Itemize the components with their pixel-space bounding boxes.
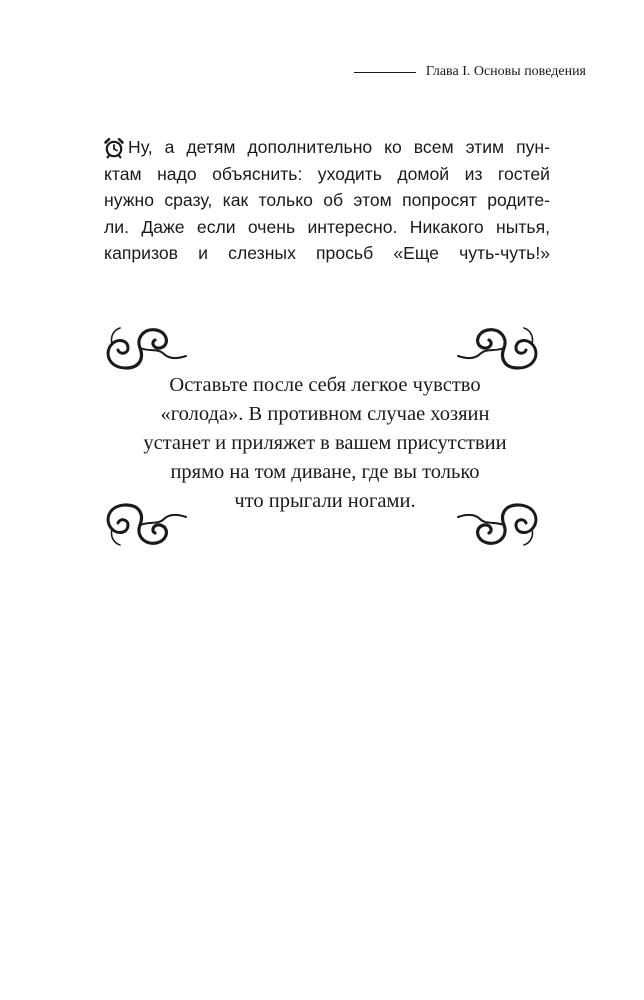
callout-quote [110,371,540,516]
alarm-clock-icon [102,136,126,160]
quote-line-4: прямо на том диване, где вы только [170,461,480,483]
running-header [354,64,586,80]
body-line-5: капризов и слезных просьб «Еще чуть-чуть!» [104,243,550,263]
body-paragraph [104,134,550,267]
flourish-ornament-icon [100,318,190,376]
quote-line-2: «голода». В противном случае хозяин [160,403,490,425]
flourish-ornament-icon [454,318,544,376]
header-rule [354,72,416,73]
body-line-1: Ну, а детям дополнительно ко всем этим пун- [128,137,550,157]
quote-line-3: устанет и приляжет в вашем присутствии [143,432,507,454]
flourish-ornament-icon [454,497,544,555]
running-title: Глава I. Основы поведения [425,64,586,79]
flourish-ornament-icon [100,497,190,555]
body-line-3: нужно сразу, как только об этом попросят родите- [104,190,550,210]
quote-line-5: что прыгали ногами. [234,490,416,512]
body-line-2: ктам надо объяснить: уходить домой из гостей [104,163,550,184]
body-line-4: ли. Даже если очень интересно. Никакого нытья, [104,216,550,237]
quote-line-1: Оставьте после себя легкое чувство [169,374,481,396]
